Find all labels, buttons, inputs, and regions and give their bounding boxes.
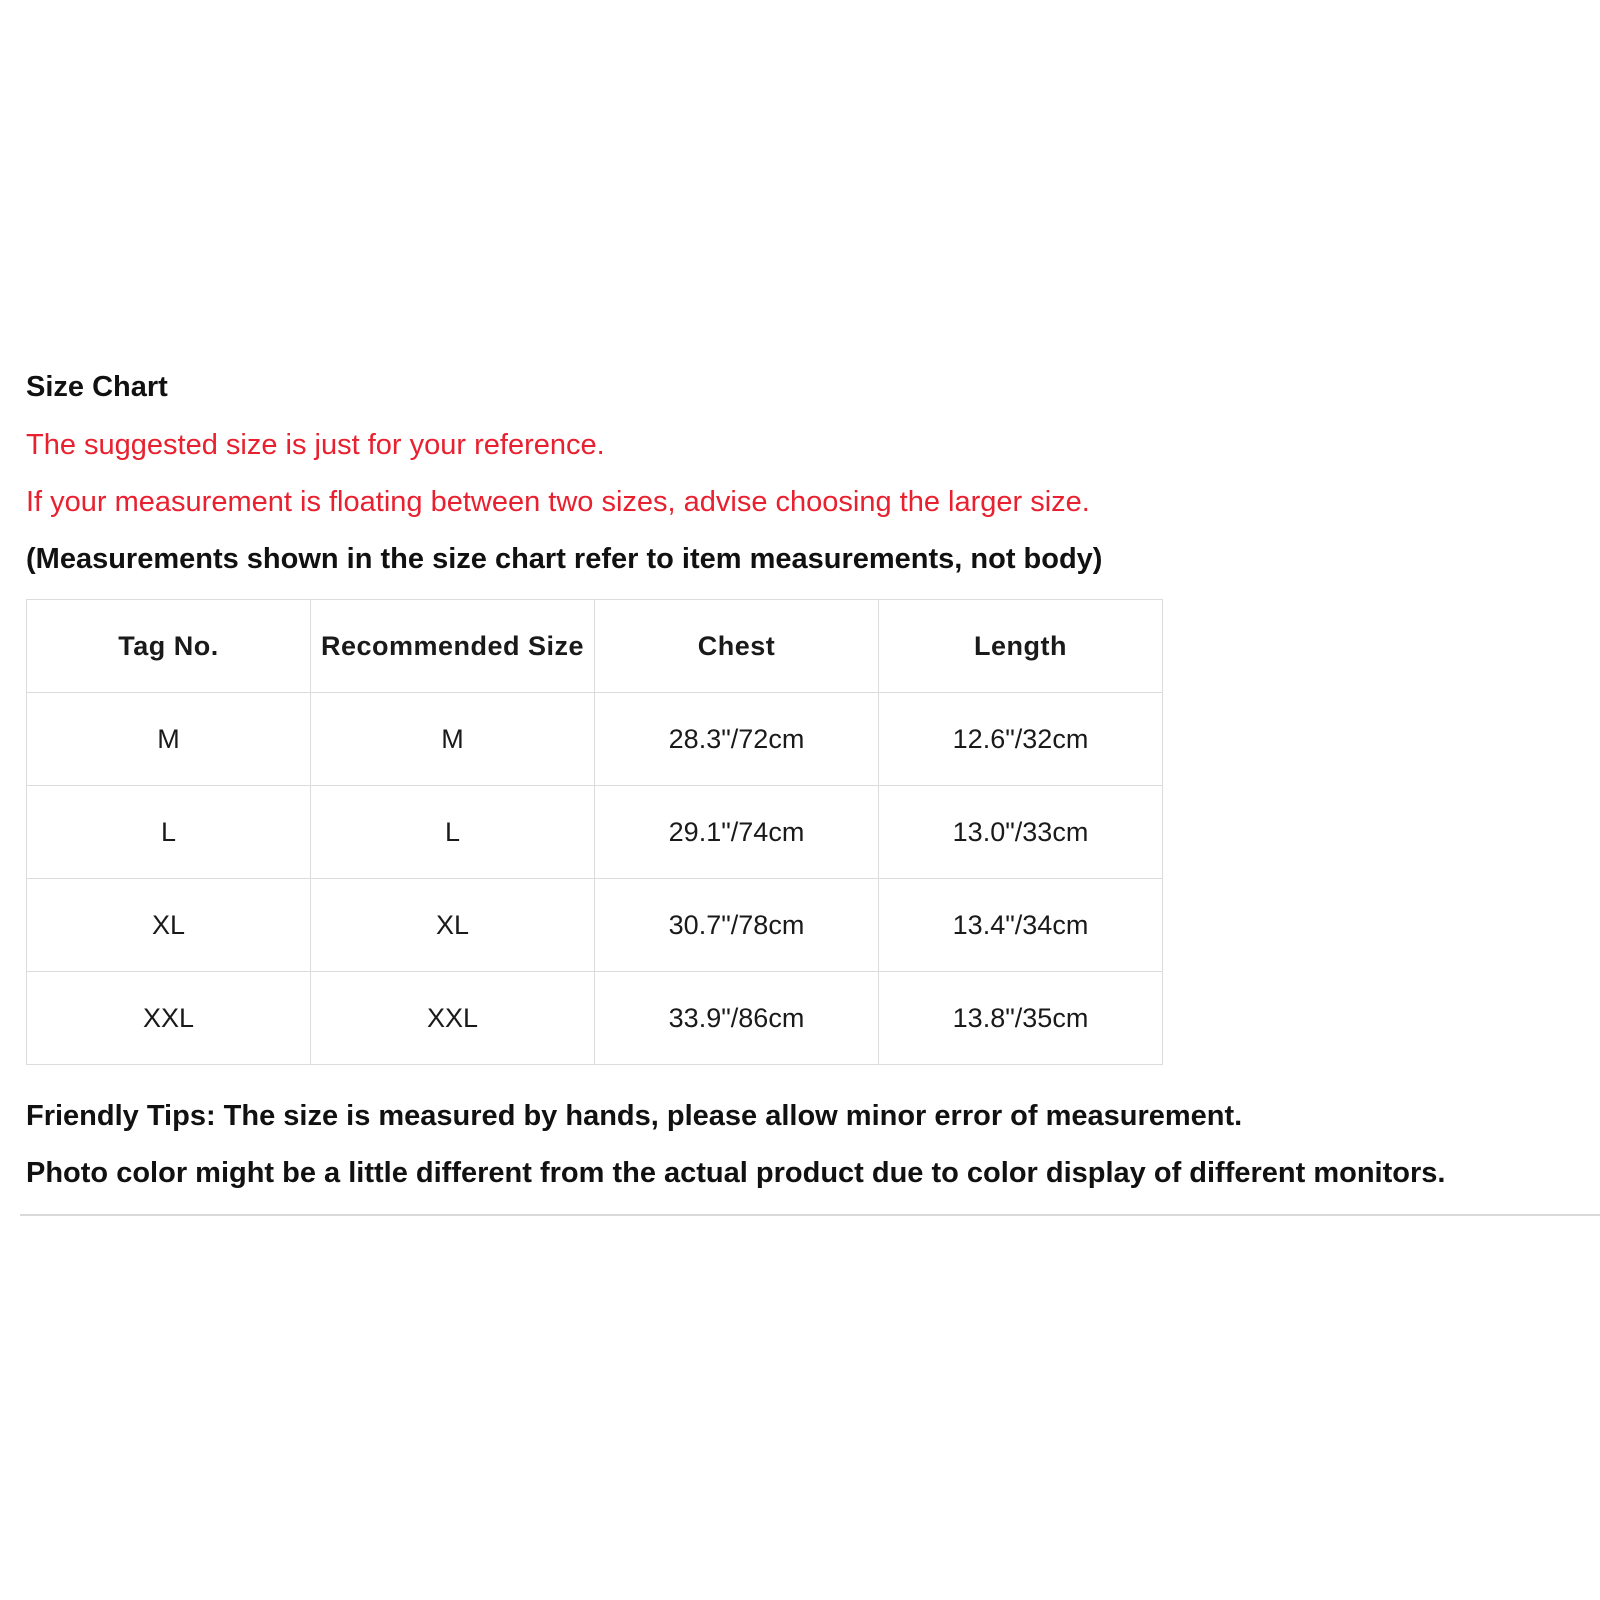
table-row bbox=[27, 693, 1163, 786]
friendly-tips: Friendly Tips: The size is measured by hands, please allow minor error of measurement. bbox=[26, 1100, 1243, 1132]
cell-recommended-size: M bbox=[311, 693, 595, 786]
page-title: Size Chart bbox=[26, 371, 168, 403]
cell-tag-no: XL bbox=[27, 879, 311, 972]
cell-chest: 28.3"/72cm bbox=[595, 693, 879, 786]
measurement-note: (Measurements shown in the size chart refer to item measurements, not body) bbox=[26, 543, 1103, 575]
header-length: Length bbox=[879, 600, 1163, 693]
cell-tag-no: L bbox=[27, 786, 311, 879]
color-disclaimer: Photo color might be a little different from the actual product due to color display of different monitors. bbox=[26, 1157, 1446, 1189]
bottom-divider bbox=[20, 1214, 1600, 1216]
cell-tag-no: M bbox=[27, 693, 311, 786]
cell-length: 13.0"/33cm bbox=[879, 786, 1163, 879]
header-recommended-size: Recommended Size bbox=[311, 600, 595, 693]
cell-length: 13.8"/35cm bbox=[879, 972, 1163, 1065]
notice-reference: The suggested size is just for your reference. bbox=[26, 429, 605, 461]
cell-chest: 30.7"/78cm bbox=[595, 879, 879, 972]
cell-tag-no: XXL bbox=[27, 972, 311, 1065]
cell-recommended-size: XXL bbox=[311, 972, 595, 1065]
notice-larger-size: If your measurement is floating between two sizes, advise choosing the larger size. bbox=[26, 486, 1090, 518]
cell-length: 12.6"/32cm bbox=[879, 693, 1163, 786]
table-row bbox=[27, 786, 1163, 879]
cell-recommended-size: XL bbox=[311, 879, 595, 972]
table-header-row bbox=[27, 600, 1163, 693]
cell-recommended-size: L bbox=[311, 786, 595, 879]
table-row bbox=[27, 972, 1163, 1065]
cell-length: 13.4"/34cm bbox=[879, 879, 1163, 972]
header-chest: Chest bbox=[595, 600, 879, 693]
header-tag-no: Tag No. bbox=[27, 600, 311, 693]
size-chart-section bbox=[26, 372, 1586, 1188]
cell-chest: 33.9"/86cm bbox=[595, 972, 879, 1065]
table-row bbox=[27, 879, 1163, 972]
size-table bbox=[26, 599, 1163, 1065]
cell-chest: 29.1"/74cm bbox=[595, 786, 879, 879]
